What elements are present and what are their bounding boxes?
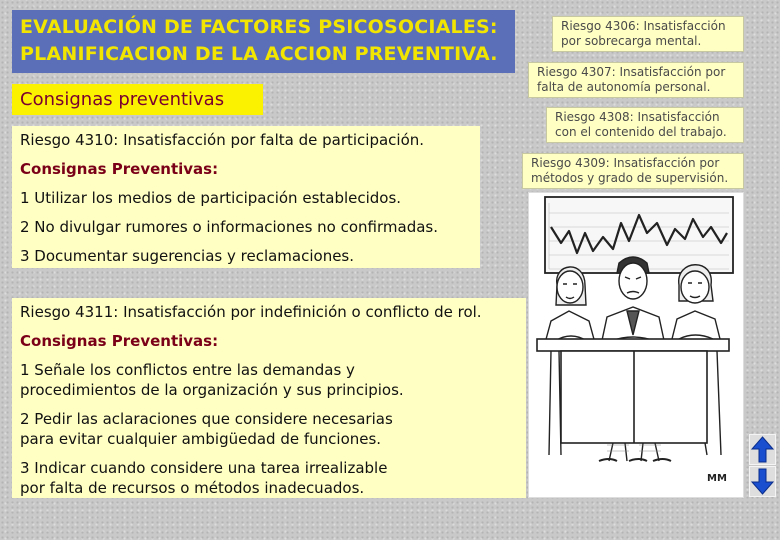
meeting-illustration bbox=[528, 192, 744, 498]
page-title-line-1: EVALUACIÓN DE FACTORES PSICOSOCIALES: bbox=[20, 16, 498, 38]
risk-card-4311 bbox=[12, 298, 526, 498]
arrow-down-icon bbox=[750, 467, 775, 496]
artist-signature: MM bbox=[707, 473, 727, 484]
consigna-item: 1 Señale los conflictos entre las demandas y procedimientos de la organización y sus principios. bbox=[20, 361, 404, 399]
arrow-up-icon bbox=[750, 435, 775, 464]
page-title-banner bbox=[12, 10, 515, 73]
desk bbox=[537, 339, 729, 443]
link-riesgo-4307[interactable]: Riesgo 4307: Insatisfacción por falta de autonomía personal. bbox=[528, 62, 744, 98]
consigna-item: 1 Utilizar los medios de participación establecidos. bbox=[20, 189, 402, 207]
risk-title: Riesgo 4311: Insatisfacción por indefinición o conflicto de rol. bbox=[20, 303, 482, 321]
three-workers-cartoon bbox=[529, 193, 743, 497]
consigna-item: 2 No divulgar rumores o informaciones no confirmadas. bbox=[20, 218, 439, 236]
link-riesgo-4308[interactable]: Riesgo 4308: Insatisfacción con el contenido del trabajo. bbox=[546, 107, 744, 143]
link-riesgo-4306[interactable]: Riesgo 4306: Insatisfacción por sobrecarga mental. bbox=[552, 16, 744, 52]
consigna-item: 3 Indicar cuando considere una tarea irrealizable por falta de recursos o métodos inadecuados. bbox=[20, 459, 388, 497]
risk-card-4310 bbox=[12, 126, 480, 268]
link-riesgo-4309[interactable]: Riesgo 4309: Insatisfacción por métodos y grado de supervisión. bbox=[522, 153, 744, 189]
section-subtitle: Consignas preventivas bbox=[12, 84, 263, 115]
risk-title: Riesgo 4310: Insatisfacción por falta de participación. bbox=[20, 131, 425, 149]
consignas-heading: Consignas Preventivas: bbox=[20, 160, 219, 178]
scroll-up-button[interactable] bbox=[749, 434, 776, 465]
scroll-down-button[interactable] bbox=[749, 466, 776, 497]
consigna-item: 3 Documentar sugerencias y reclamaciones. bbox=[20, 247, 355, 265]
page-title-line-2: PLANIFICACION DE LA ACCION PREVENTIVA. bbox=[20, 43, 498, 65]
consignas-heading: Consignas Preventivas: bbox=[20, 332, 219, 350]
consigna-item: 2 Pedir las aclaraciones que considere necesarias para evitar cualquier ambigüedad de funciones. bbox=[20, 410, 393, 448]
